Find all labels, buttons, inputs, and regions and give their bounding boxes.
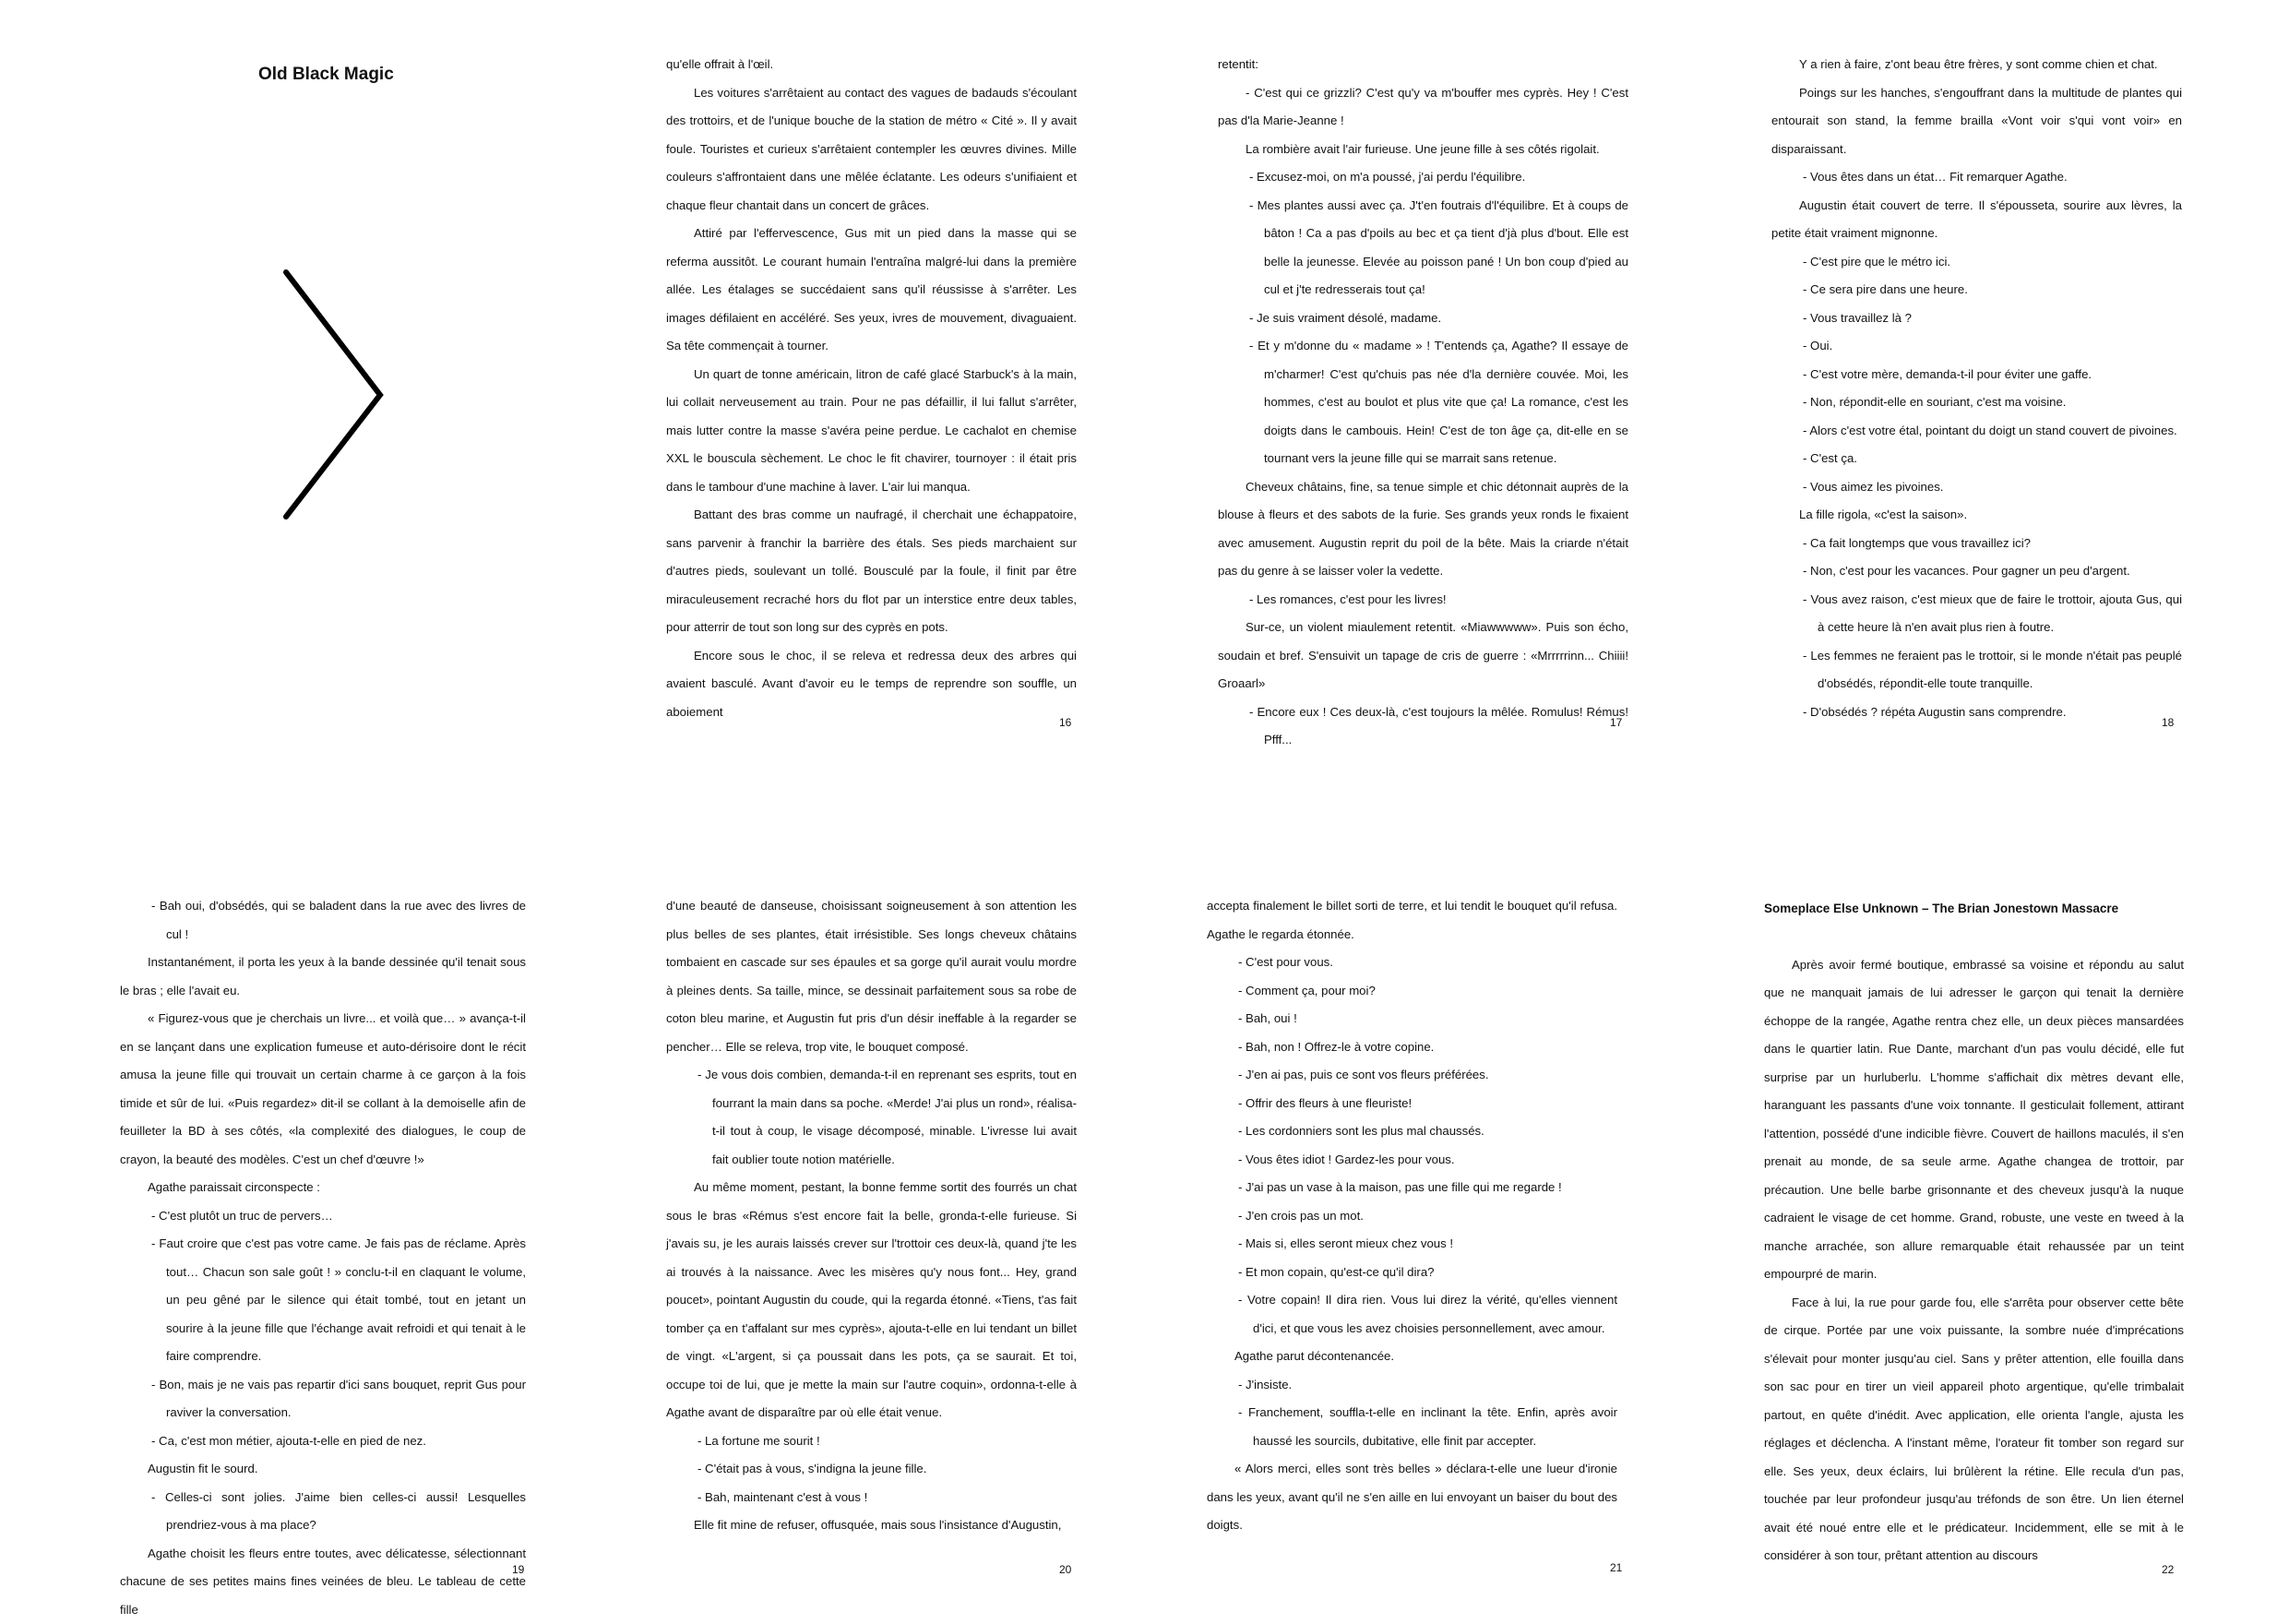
dialogue-line: - Les romances, c'est pour les livres!	[1218, 586, 1628, 615]
dialogue-line: - Mais si, elles seront mieux chez vous !	[1207, 1230, 1617, 1259]
page-20	[666, 892, 1077, 1520]
dialogue-line: - Votre copain! Il dira rien. Vous lui direz la vérité, qu'elles viennent d'ici, et que vous les avez choisies personnellement, avec amour.	[1207, 1286, 1617, 1343]
paragraph: retentit:	[1218, 51, 1628, 79]
paragraph: Poings sur les hanches, s'engouffrant dans la multitude de plantes qui entourait son stand, la femme brailla «Vont voir s'qui vont voir» en disparaissant.	[1771, 79, 2182, 164]
dialogue-line: - Et y m'donne du « madame » ! T'entends ça, Agathe? Il essaye de m'charmer! C'est qu'chuis pas née d'la dernière couvée. Moi, les hommes, c'est au boulot et plus vite que ça! La romance, c'est les doigts dans le cambouis. Hein! C'est de ton âge ça, dit-elle en se tournant vers la jeune fille qui se marrait sans retenue.	[1218, 332, 1628, 473]
dialogue-line: - La fortune me sourit !	[666, 1427, 1077, 1456]
dialogue-line: - C'était pas à vous, s'indigna la jeune fille.	[666, 1455, 1077, 1484]
paragraph: Sur-ce, un violent miaulement retentit. «Miawwwww». Puis son écho, soudain et bref. S'ensuivit un tapage de cris de guerre : «Mrrrrrinn... Chiiii! Groaarl»	[1218, 614, 1628, 699]
page-number-20: 20	[1059, 1563, 1071, 1576]
document-title: Old Black Magic	[258, 65, 394, 85]
dialogue-line: - Celles-ci sont jolies. J'aime bien celles-ci aussi! Lesquelles prendriez-vous à ma place?	[120, 1484, 526, 1540]
page-21	[1207, 892, 1617, 1520]
dialogue-line: - Bah oui, d'obsédés, qui se baladent dans la rue avec des livres de cul !	[120, 892, 526, 949]
paragraph: Agathe choisit les fleurs entre toutes, avec délicatesse, sélectionnant chacune de ses petites mains fines veinées de bleu. Le tableau de cette fille	[120, 1540, 526, 1624]
page-17	[1218, 51, 1628, 678]
paragraph: Au même moment, pestant, la bonne femme sortit des fourrés un chat sous le bras «Rémus s'est encore fait la belle, gronda-t-elle furieuse. Si j'avais su, je les aurais laissés crever sur l'trottoir ces deux-là, quand j'te les ai trouvés à la naissance. Avec les misères qu'y nous font... Hey, grand poucet», pointant Augustin du coude, qui la regarda étonné. «Tiens, t'as fait tomber ça en t'affalant sur mes cyprès», ajouta-t-elle en lui tendant un billet de vingt. «L'argent, si ça poussait dans les pots, ça se saurait. Et toi, occupe toi de lui, que je mette la main sur l'autre coquin», ordonna-t-elle à Agathe avant de disparaître par où elle était venue.	[666, 1174, 1077, 1427]
dialogue-line: - J'insiste.	[1207, 1371, 1617, 1400]
dialogue-line: - C'est plutôt un truc de pervers…	[120, 1202, 526, 1231]
dialogue-line: - Vous travaillez là ?	[1771, 304, 2182, 333]
paragraph: Attiré par l'effervescence, Gus mit un pied dans la masse qui se referma aussitôt. Le courant humain l'entraîna malgré-lui dans la première allée. Les étalages se succédaient sans qu'il réussisse à s'arrêter. Les images défilaient en accéléré. Ses yeux, ivres de mouvement, divaguaient. Sa tête commençait à tourner.	[666, 220, 1077, 361]
dialogue-line: - C'est votre mère, demanda-t-il pour éviter une gaffe.	[1771, 361, 2182, 389]
dialogue-line: - Alors c'est votre étal, pointant du doigt un stand couvert de pivoines.	[1771, 417, 2182, 446]
paragraph: Les voitures s'arrêtaient au contact des vagues de badauds s'écoulant des trottoirs, et de l'unique bouche de la station de métro « Cité ». Il y avait foule. Touristes et curieux s'arrêtaient contempler les œuvres divines. Mille couleurs s'affrontaient dans une mêlée éclatante. Les odeurs s'unifiaient et chaque fleur chantait dans un concert de grâces.	[666, 79, 1077, 221]
paragraph: La rombière avait l'air furieuse. Une jeune fille à ses côtés rigolait.	[1218, 136, 1628, 164]
paragraph: Un quart de tonne américain, litron de café glacé Starbuck's à la main, lui collait nerveusement au train. Pour ne pas défaillir, il lui fallut s'arrêter, mais lutter contre la masse s'avéra peine perdue. Le cachalot en chemise XXL le bouscula sèchement. Le choc le fit chavirer, tournoyer : il était pris dans le tambour d'une machine à laver. L'air lui manqua.	[666, 361, 1077, 502]
dialogue-line: - Ce sera pire dans une heure.	[1771, 276, 2182, 304]
dialogue-line: - Ca fait longtemps que vous travaillez ici?	[1771, 530, 2182, 558]
paragraph: La fille rigola, «c'est la saison».	[1771, 501, 2182, 530]
dialogue-line: - Vous avez raison, c'est mieux que de faire le trottoir, ajouta Gus, qui à cette heure là n'en avait plus rien à foutre.	[1771, 586, 2182, 642]
dialogue-line: - Les cordonniers sont les plus mal chaussés.	[1207, 1117, 1617, 1146]
dialogue-line: - C'est pire que le métro ici.	[1771, 248, 2182, 277]
paragraph: Agathe paraissait circonspecte :	[120, 1174, 526, 1202]
paragraph: Après avoir fermé boutique, embrassé sa voisine et répondu au salut que ne manquait jamais de lui adresser le garçon qui tenait la dernière échoppe de la rangée, Agathe rentra chez elle, un deux pièces mansardées dans le quartier latin. Rue Dante, marchant d'un pas voulu décidé, elle fut surprise par un hurluberlu. L'homme s'affichait dix mètres devant elle, haranguant les passants d'une voix tonnante. Il gesticulait follement, attirant l'attention, possédé d'une indicible fièvre. Couvert de haillons maculés, il s'en prenait au monde, de sa seule arme. Agathe changea de trottoir, par précaution. Une belle barbe grisonnante et des cheveux jusqu'à la nuque cadraient le visage de cet homme. Grand, robuste, une veste en tweed à la manche arrachée, son allure remarquable était rehaussée par un teint empourpré de marin.	[1764, 951, 2184, 1289]
chapter-title: Someplace Else Unknown – The Brian Jonestown Massacre	[1764, 895, 2184, 924]
page-18	[1771, 51, 2182, 687]
dialogue-line: - Vous êtes idiot ! Gardez-les pour vous.	[1207, 1146, 1617, 1175]
page-number-18: 18	[2162, 716, 2174, 729]
page-number-19: 19	[512, 1563, 524, 1576]
dialogue-line: - C'est pour vous.	[1207, 949, 1617, 977]
paragraph: accepta finalement le billet sorti de terre, et lui tendit le bouquet qu'il refusa. Agathe le regarda étonnée.	[1207, 892, 1617, 949]
page-16	[666, 51, 1077, 678]
dialogue-line: - Ca, c'est mon métier, ajouta-t-elle en pied de nez.	[120, 1427, 526, 1456]
dialogue-line: - Mes plantes aussi avec ça. J't'en foutrais d'l'équilibre. Et à coups de bâton ! Ca a pas d'poils au bec et ça tient d'jà plus d'bout. Elle est belle la jeunesse. Elevée au poisson pané ! Un bon coup d'pied au cul et j'te redresserais tout ça!	[1218, 192, 1628, 304]
dialogue-line: - Comment ça, pour moi?	[1207, 977, 1617, 1006]
dialogue-line: - Encore eux ! Ces deux-là, c'est toujours la mêlée. Romulus! Rémus! Pfff...	[1218, 699, 1628, 755]
paragraph: « Alors merci, elles sont très belles » déclara-t-elle une lueur d'ironie dans les yeux, avant qu'il ne s'en aille en lui envoyant un baiser du bout des doigts.	[1207, 1455, 1617, 1540]
page-number-22: 22	[2162, 1563, 2174, 1576]
dialogue-line: - Et mon copain, qu'est-ce qu'il dira?	[1207, 1259, 1617, 1287]
page-19	[120, 892, 526, 1520]
dialogue-line: - D'obsédés ? répéta Augustin sans comprendre.	[1771, 699, 2182, 727]
page-number-17: 17	[1610, 716, 1622, 729]
dialogue-line: - Bah, maintenant c'est à vous !	[666, 1484, 1077, 1512]
dialogue-line: - J'ai pas un vase à la maison, pas une fille qui me regarde !	[1207, 1174, 1617, 1202]
paragraph: Augustin fit le sourd.	[120, 1455, 526, 1484]
chapter-body	[1764, 951, 2184, 1570]
dialogue-line: - Les femmes ne feraient pas le trottoir, si le monde n'était pas peuplé d'obsédés, répondit-elle toute tranquille.	[1771, 642, 2182, 699]
dialogue-line: - Faut croire que c'est pas votre came. Je fais pas de réclame. Après tout… Chacun son sale goût ! » conclu-t-il en claquant le volume, un peu gêné par le silence qui était tombé, tout en jetant un sourire à la jeune fille que l'échange avait refroidi et qui tenait à le faire comprendre.	[120, 1230, 526, 1371]
paragraph: « Figurez-vous que je cherchais un livre... et voilà que… » avança-t-il en se lançant dans une explication fumeuse et auto-dérisoire dont le récit amusa la jeune fille qui trouvait un certain charme à ce garçon à la fois timide et sûr de lui. «Puis regardez» dit-il se collant à la demoiselle afin de feuilleter la BD à ses côtés, «la complexité des dialogues, le coup de crayon, la beauté des modèles. C'est un chef d'œuvre !»	[120, 1005, 526, 1174]
dialogue-line: - Excusez-moi, on m'a poussé, j'ai perdu l'équilibre.	[1218, 163, 1628, 192]
dialogue-line: - Vous aimez les pivoines.	[1771, 473, 2182, 502]
paragraph: d'une beauté de danseuse, choisissant soigneusement à son attention les plus belles de ses plantes, était irrésistible. Ses longs cheveux châtains tombaient en cascade sur ses épaules et sa gorge qu'il aurait voulu mordre à pleines dents. Sa taille, mince, se dessinait parfaitement sous sa robe de coton bleu marine, et Augustin fut pris d'un désir ineffable à la regarder se pencher… Elle se releva, trop vite, le bouquet composé.	[666, 892, 1077, 1061]
paragraph: - C'est qui ce grizzli? C'est qu'y va m'bouffer mes cyprès. Hey ! C'est pas d'la Marie-Jeanne !	[1218, 79, 1628, 136]
chevron-right-icon	[268, 258, 415, 526]
paragraph: Cheveux châtains, fine, sa tenue simple et chic détonnait auprès de la blouse à fleurs et des sabots de la furie. Ses grands yeux ronds le fixaient avec amusement. Augustin reprit du poil de la bête. Mais la criarde n'était pas du genre à se laisser voler la vedette.	[1218, 473, 1628, 586]
dialogue-line: - Bah, non ! Offrez-le à votre copine.	[1207, 1033, 1617, 1062]
dialogue-line: - Non, répondit-elle en souriant, c'est ma voisine.	[1771, 388, 2182, 417]
paragraph: Instantanément, il porta les yeux à la bande dessinée qu'il tenait sous le bras ; elle l'avait eu.	[120, 949, 526, 1005]
dialogue-line: - Bah, oui !	[1207, 1005, 1617, 1033]
dialogue-line: - Vous êtes dans un état… Fit remarquer Agathe.	[1771, 163, 2182, 192]
paragraph: Agathe parut décontenancée.	[1207, 1343, 1617, 1371]
paragraph: Battant des bras comme un naufragé, il cherchait une échappatoire, sans parvenir à franchir la barrière des étals. Ses pieds marchaient sur d'autres pieds, soulevant un tollé. Bousculé par la foule, il finit par être miraculeusement recraché hors du flot par un interstice entre deux tables, pour atterrir de tout son long sur des cyprès en pots.	[666, 501, 1077, 642]
dialogue-line: - Bon, mais je ne vais pas repartir d'ici sans bouquet, reprit Gus pour raviver la conversation.	[120, 1371, 526, 1427]
page-number-16: 16	[1059, 716, 1071, 729]
dialogue-line: - Offrir des fleurs à une fleuriste!	[1207, 1090, 1617, 1118]
dialogue-line: - J'en ai pas, puis ce sont vos fleurs préférées.	[1207, 1061, 1617, 1090]
dialogue-line: - C'est ça.	[1771, 445, 2182, 473]
dialogue-line: - Je vous dois combien, demanda-t-il en reprenant ses esprits, tout en fourrant la main dans sa poche. «Merde! J'ai plus un rond», réalisa-t-il tout à coup, le visage décomposé, minable. L'ivresse lui avait fait oublier toute notion matérielle.	[666, 1061, 1077, 1174]
paragraph: Augustin était couvert de terre. Il s'épousseta, sourire aux lèvres, la petite était vraiment mignonne.	[1771, 192, 2182, 248]
paragraph: Y a rien à faire, z'ont beau être frères, y sont comme chien et chat.	[1771, 51, 2182, 79]
paragraph: Encore sous le choc, il se releva et redressa deux des arbres qui avaient basculé. Avant d'avoir eu le temps de reprendre son souffle, un aboiement	[666, 642, 1077, 727]
dialogue-line: - Non, c'est pour les vacances. Pour gagner un peu d'argent.	[1771, 557, 2182, 586]
page-number-21: 21	[1610, 1561, 1622, 1574]
dialogue-line: - Franchement, souffla-t-elle en inclinant la tête. Enfin, après avoir haussé les sourcils, dubitative, elle finit par accepter.	[1207, 1399, 1617, 1455]
dialogue-line: - Oui.	[1771, 332, 2182, 361]
paragraph: qu'elle offrait à l'œil.	[666, 51, 1077, 79]
paragraph: Face à lui, la rue pour garde fou, elle s'arrêta pour observer cette bête de cirque. Portée par une voix puissante, la sombre nuée d'imprécations s'élevait pour monter jusqu'au ciel. Sans y prêter attention, elle fouilla dans son sac pour en tirer un vieil appareil photo argentique, qu'elle trimbalait partout, en quête d'inédit. Avec application, elle orienta l'angle, ajusta les réglages et déclencha. A l'instant même, l'orateur fit tomber son regard sur elle. Ses yeux, deux éclairs, lui brûlèrent la rétine. Elle recula d'un pas, touchée par leur profondeur jusqu'au tréfonds de son être. Un lien éternel avait été noué entre elle et le prédicateur. Incidemment, elle se mit à le considérer à son tour, prêtant attention au discours	[1764, 1289, 2184, 1570]
dialogue-line: - J'en crois pas un mot.	[1207, 1202, 1617, 1231]
dialogue-line: - Je suis vraiment désolé, madame.	[1218, 304, 1628, 333]
paragraph: Elle fit mine de refuser, offusquée, mais sous l'insistance d'Augustin,	[666, 1511, 1077, 1540]
page-22	[1764, 895, 2184, 1522]
